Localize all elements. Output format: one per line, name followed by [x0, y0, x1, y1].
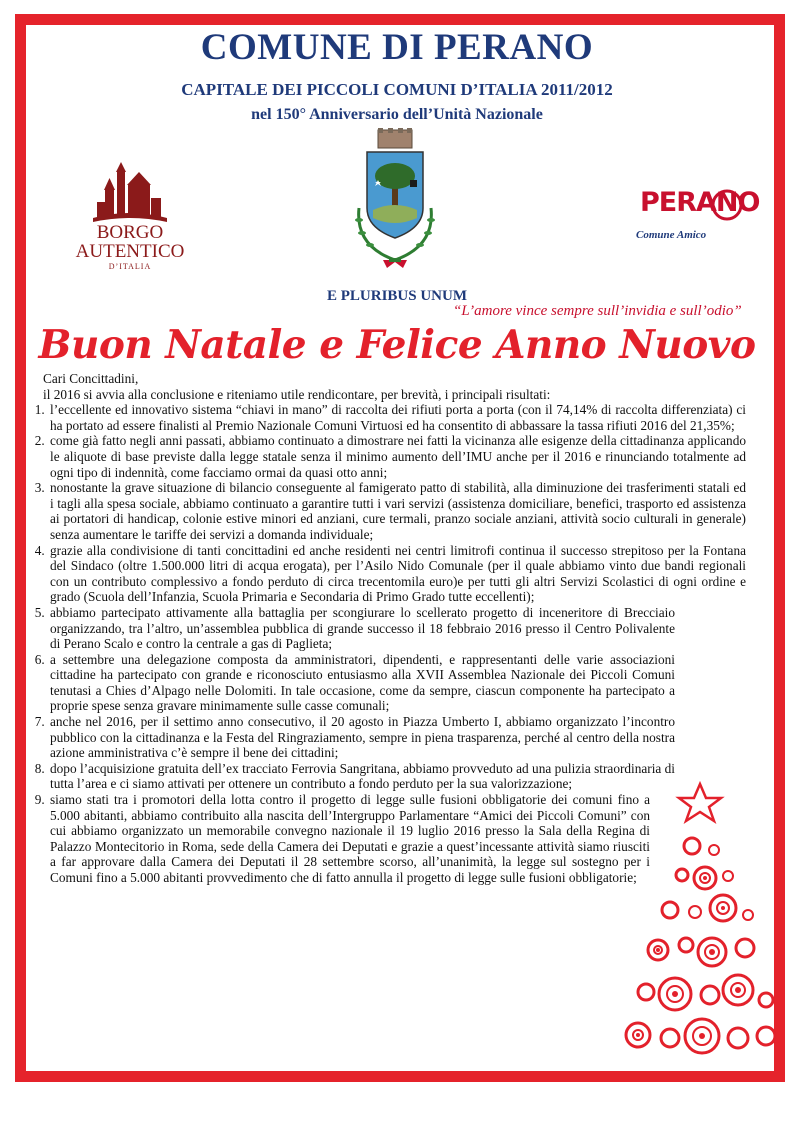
latin-motto: E PLURIBUS UNUM: [326, 288, 467, 304]
list-item: 3. nonostante la grave situazione di bilancio conseguente al famigerato patto di stabilità, alla diminuzione dei trasferimenti statali ed i tagli alla spesa sociale, abbiamo continuato a garantire tutti i vari servizi (assistenza domiciliare, benefici, trasporto ed assistenza ai portatori di handicap, colonie estive minori ed anziani, cure termali, pranzo sociale anziani, attività socio culturali in generale) senza aumentare le tariffe dei servizi a domanda individuale;: [48, 480, 746, 542]
list-item: 4. grazie alla condivisione di tanti concittadini ed anche residenti nei centri limitrofi continua il successo strepitoso per la Fontana del Sindaco (oltre 1.500.000 litri di acqua erogata), per l’Asilo Nido Comunale (per il quale abbiamo vinto due bandi regionali con un contributo complessivo a fondo perduto di circa trecentomila euro)e per tutti gli altri Servizi Scolastici di ogni ordine e grado (Scuola dell’Infanzia, Scuola Primaria e Secondaria di Primo Grado tutte eccellenti);: [48, 543, 746, 605]
list-item: 7. anche nel 2016, per il settimo anno consecutivo, il 20 agosto in Piazza Umberto I, abbiamo organizzato l’incontro pubblico con la cittadinanza e la Festa del Ringraziamento, sempre in piena trasparenza, perché al centro della nostra azione amministrativa c’è sempre il bene dei cittadini;: [48, 714, 675, 761]
quote: “L’amore vince sempre sull’invidia e sull’odio”: [453, 303, 742, 319]
anniversary-line: nel 150° Anniversario dell’Unità Nazionale: [251, 106, 543, 123]
perano-logo-word: PERANO: [640, 187, 760, 218]
list-item: 8. dopo l’acquisizione gratuita dell’ex tracciato Ferrovia Sangritana, abbiamo provveduto ad una pulizia straordinaria di tutta l’area e ci siamo attivati per ottenere un contributo a fondo perduto per la sua valorizzazione;: [48, 761, 675, 792]
salutation: Cari Concittadini,: [43, 371, 139, 386]
list-item: 2. come già fatto negli anni passati, abbiamo continuato a dimostrare nei fatti la vicinanza alle esigenze della cittadinanza applicando le aliquote di base previste dalla legge statale senza il minimo aumento dell’IMU anche per il 2016 e rinunciando totalmente ad ogni tipo di indennità, come facciamo ormai da quasi otto anni;: [48, 433, 746, 480]
page-title: COMUNE DI PERANO: [200, 27, 594, 68]
letter-intro: il 2016 si avvia alla conclusione e riteniamo utile rendicontare, per brevità, i principali risultati:: [43, 386, 551, 402]
christmas-greeting: Buon Natale e Felice Anno Nuovo: [38, 322, 756, 368]
borgo-logo-line3: D’ITALIA: [108, 262, 152, 271]
municipal-crest-icon: [345, 128, 445, 283]
list-item: 9. siamo stati tra i promotori della lotta contro il progetto di legge sulle fusioni obbligatorie dei comuni fino a 5.000 abitanti, abbiamo contribuito alla nascita dell’Intergruppo Parlamentare “Amici dei Piccoli Comuni” con cui abbiamo organizzato un memorabile convegno nazionale il 19 luglio 2016 presso la Sala della Regina di Palazzo Montecitorio in Roma, sede della Camera dei Deputati e grazie a quest’incessante attività siamo riusciti a far approvare dalla Camera dei Deputati il 28 settembre scorso, all’unanimità, la legge sul sostegno per i Comuni fino a 5.000 abitanti provvedimento che di fatto annulla il progetto di legge sulle fusioni obbligatorie;: [48, 792, 650, 886]
list-item: 1. l’eccellente ed innovativo sistema “chiavi in mano” di raccolta dei rifiuti porta a porta (con il 74,14% di raccolta differenziata) ci ha portato ad essere finalisti al Premio Nazionale Comuni Virtuosi ed ha consentito di abbassare la tassa rifiuti 2016 del 21,35%;: [48, 402, 746, 433]
list-item: 6. a settembre una delegazione composta da amministratori, dipendenti, e rappresentanti delle varie associazioni cittadine ha partecipato con grande e riconosciuto entusiasmo alla XVII Assemblea Nazionale dei Piccoli Comuni tenutasi a Chies d’Alpago nelle Dolomiti. In tale occasione, come da sempre, ciascun componente ha partecipato a proprie spese senza gravare minimamente sulle casse comunali;: [48, 652, 675, 714]
borgo-logo-line1: BORGO: [96, 222, 164, 243]
subtitle: CAPITALE DEI PICCOLI COMUNI D’ITALIA 2011/2012: [181, 80, 613, 99]
perano-logo-sub: Comune Amico: [636, 229, 707, 241]
list-item: 5. abbiamo partecipato attivamente alla battaglia per scongiurare lo scellerato progetto di inceneritore di Brecciaio organizzando, tra l’altro, un’assemblea pubblica di grande successo il 18 febbraio 2016 presso il Centro Polivalente di Perano Scalo e contro la centrale a gas di Paglieta;: [48, 605, 675, 652]
borgo-logo-line2: AUTENTICO: [75, 241, 185, 262]
christmas-tree-icon: [620, 780, 780, 1065]
